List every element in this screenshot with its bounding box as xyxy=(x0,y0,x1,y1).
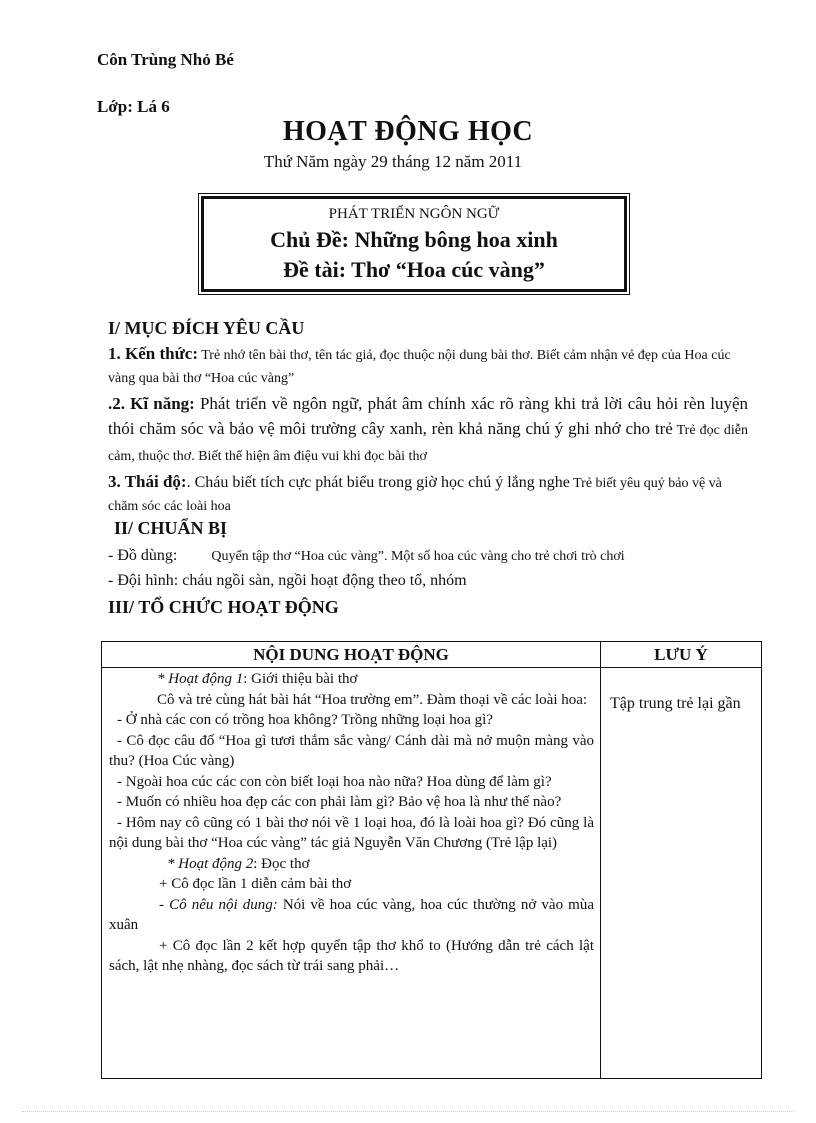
question-2: - Ngoài hoa cúc các con còn biết loại hoa nào nữa? Hoa dùng để làm gì? xyxy=(117,773,552,790)
question-3: - Muốn có nhiều hoa đẹp các con phải làm gì? Bảo vệ hoa là như thế nào? xyxy=(117,794,562,810)
section3-heading: III/ TỔ CHỨC HOẠT ĐỘNG xyxy=(108,597,339,617)
lesson-date: Thứ Năm ngày 29 tháng 12 năm 2011 xyxy=(263,152,523,171)
equipment-label: - Đồ dùng: xyxy=(108,547,178,564)
attitude-label: 3. Thái độ: xyxy=(108,472,187,491)
page-bottom-divider xyxy=(22,1111,794,1112)
page-title: HOẠT ĐỘNG HỌC xyxy=(282,116,534,147)
knowledge-label: 1. Kến thức: xyxy=(108,344,198,363)
activity1-intro: Cô và trẻ cùng hát bài hát “Hoa trường em”. Đàm thoại về các loài hoa: xyxy=(157,691,588,708)
activity1-label: * Hoạt động 1 xyxy=(157,671,244,687)
header-divider xyxy=(102,667,761,668)
equipment-text: Quyển tập thơ “Hoa cúc vàng”. Một số hoa cúc vàng cho trẻ chơi trò chơi xyxy=(211,549,625,564)
theme-label: Chủ Đề: Những bông hoa xinh xyxy=(270,227,558,252)
question-4: - Hôm nay cô cũng có 1 bài thơ nói về 1 loại hoa, đó là loài hoa gì? Đó cũng là nội dung bài thơ “Hoa cúc vàng” tác giả Nguyễn Văn Chương (Trẻ lập lại) xyxy=(109,814,594,851)
skill-paragraph xyxy=(108,392,748,470)
riddle: - Cô đọc câu đố “Hoa gì tươi thắm sắc vàng/ Cánh dài mà nở muộn màng vào thu? (Hoa Cúc vàng) xyxy=(109,732,594,769)
class-label: Lớp: Lá 6 xyxy=(97,97,170,116)
activity-table xyxy=(101,641,762,1079)
skill-label: .2. Kĩ năng: xyxy=(108,394,195,413)
knowledge-paragraph xyxy=(108,343,748,390)
content-summary-label: - Cô nêu nội dung: xyxy=(159,896,278,913)
note-text: Tập trung trẻ lại gần xyxy=(610,695,741,712)
activity-content xyxy=(109,669,594,977)
topic-label: Đề tài: Thơ “Hoa cúc vàng” xyxy=(283,257,545,282)
title-frame xyxy=(201,196,627,292)
formation-line: - Đội hình: cháu ngồi sàn, ngồi hoạt động theo tổ, nhóm xyxy=(108,572,467,589)
attitude-text-small: Trẻ biết yêu quý bảo vệ và chăm sóc các loài hoa xyxy=(108,476,722,514)
activity1-title: : Giới thiệu bài thơ xyxy=(243,671,358,687)
activity2-title: : Đọc thơ xyxy=(253,855,310,872)
content-summary xyxy=(109,895,594,936)
content-summary-text: Nói về hoa cúc vàng, hoa cúc thường nở vào mùa xuân xyxy=(109,896,595,933)
section2-heading: II/ CHUẨN BỊ xyxy=(114,518,228,538)
question-1: - Ở nhà các con có trồng hoa không? Trồng những loại hoa gì? xyxy=(117,712,493,728)
activity2-heading xyxy=(109,854,594,875)
activity2-label: * Hoạt động 2 xyxy=(167,855,254,872)
attitude-paragraph xyxy=(108,471,748,518)
attitude-text: . Cháu biết tích cực phát biểu trong giờ học chú ý lắng nghe xyxy=(186,474,570,491)
skill-text-small: Trẻ đọc diễn cảm, thuộc thơ. Biết thể hiện âm điệu vui khi đọc bài thơ xyxy=(108,422,748,464)
equipment-line xyxy=(108,545,748,568)
skill-text: Phát triển về ngôn ngữ, phát âm chính xác rõ ràng khi trả lời câu hỏi rèn luyện thói chăm sóc và bảo vệ môi trường cây xanh, rèn khả năng chú ý ghi nhớ cho trẻ xyxy=(108,394,748,438)
reading-2: + Cô đọc lần 2 kết hợp quyển tập thơ khổ to (Hướng dẫn trẻ cách lật sách, lật nhẹ nhàng, đọc sách từ trái sang phải… xyxy=(109,937,594,974)
reading-1: + Cô đọc lần 1 diễn cảm bài thơ xyxy=(159,876,352,892)
activity1-heading xyxy=(109,669,594,690)
knowledge-text: Trẻ nhớ tên bài thơ, tên tác giả, đọc thuộc nội dung bài thơ. Biết cảm nhận vẻ đẹp của Hoa cúc vàng qua bài thơ “Hoa cúc vàng” xyxy=(108,348,731,386)
note-column-header: LƯU Ý xyxy=(654,645,708,664)
content-column-header: NỘI DUNG HOẠT ĐỘNG xyxy=(253,645,449,664)
author-name: Côn Trùng Nhỏ Bé xyxy=(97,50,234,69)
subject-label: PHÁT TRIỂN NGÔN NGỮ xyxy=(328,206,500,222)
column-divider xyxy=(600,642,601,1078)
section1-heading: I/ MỤC ĐÍCH YÊU CẦU xyxy=(108,318,305,338)
